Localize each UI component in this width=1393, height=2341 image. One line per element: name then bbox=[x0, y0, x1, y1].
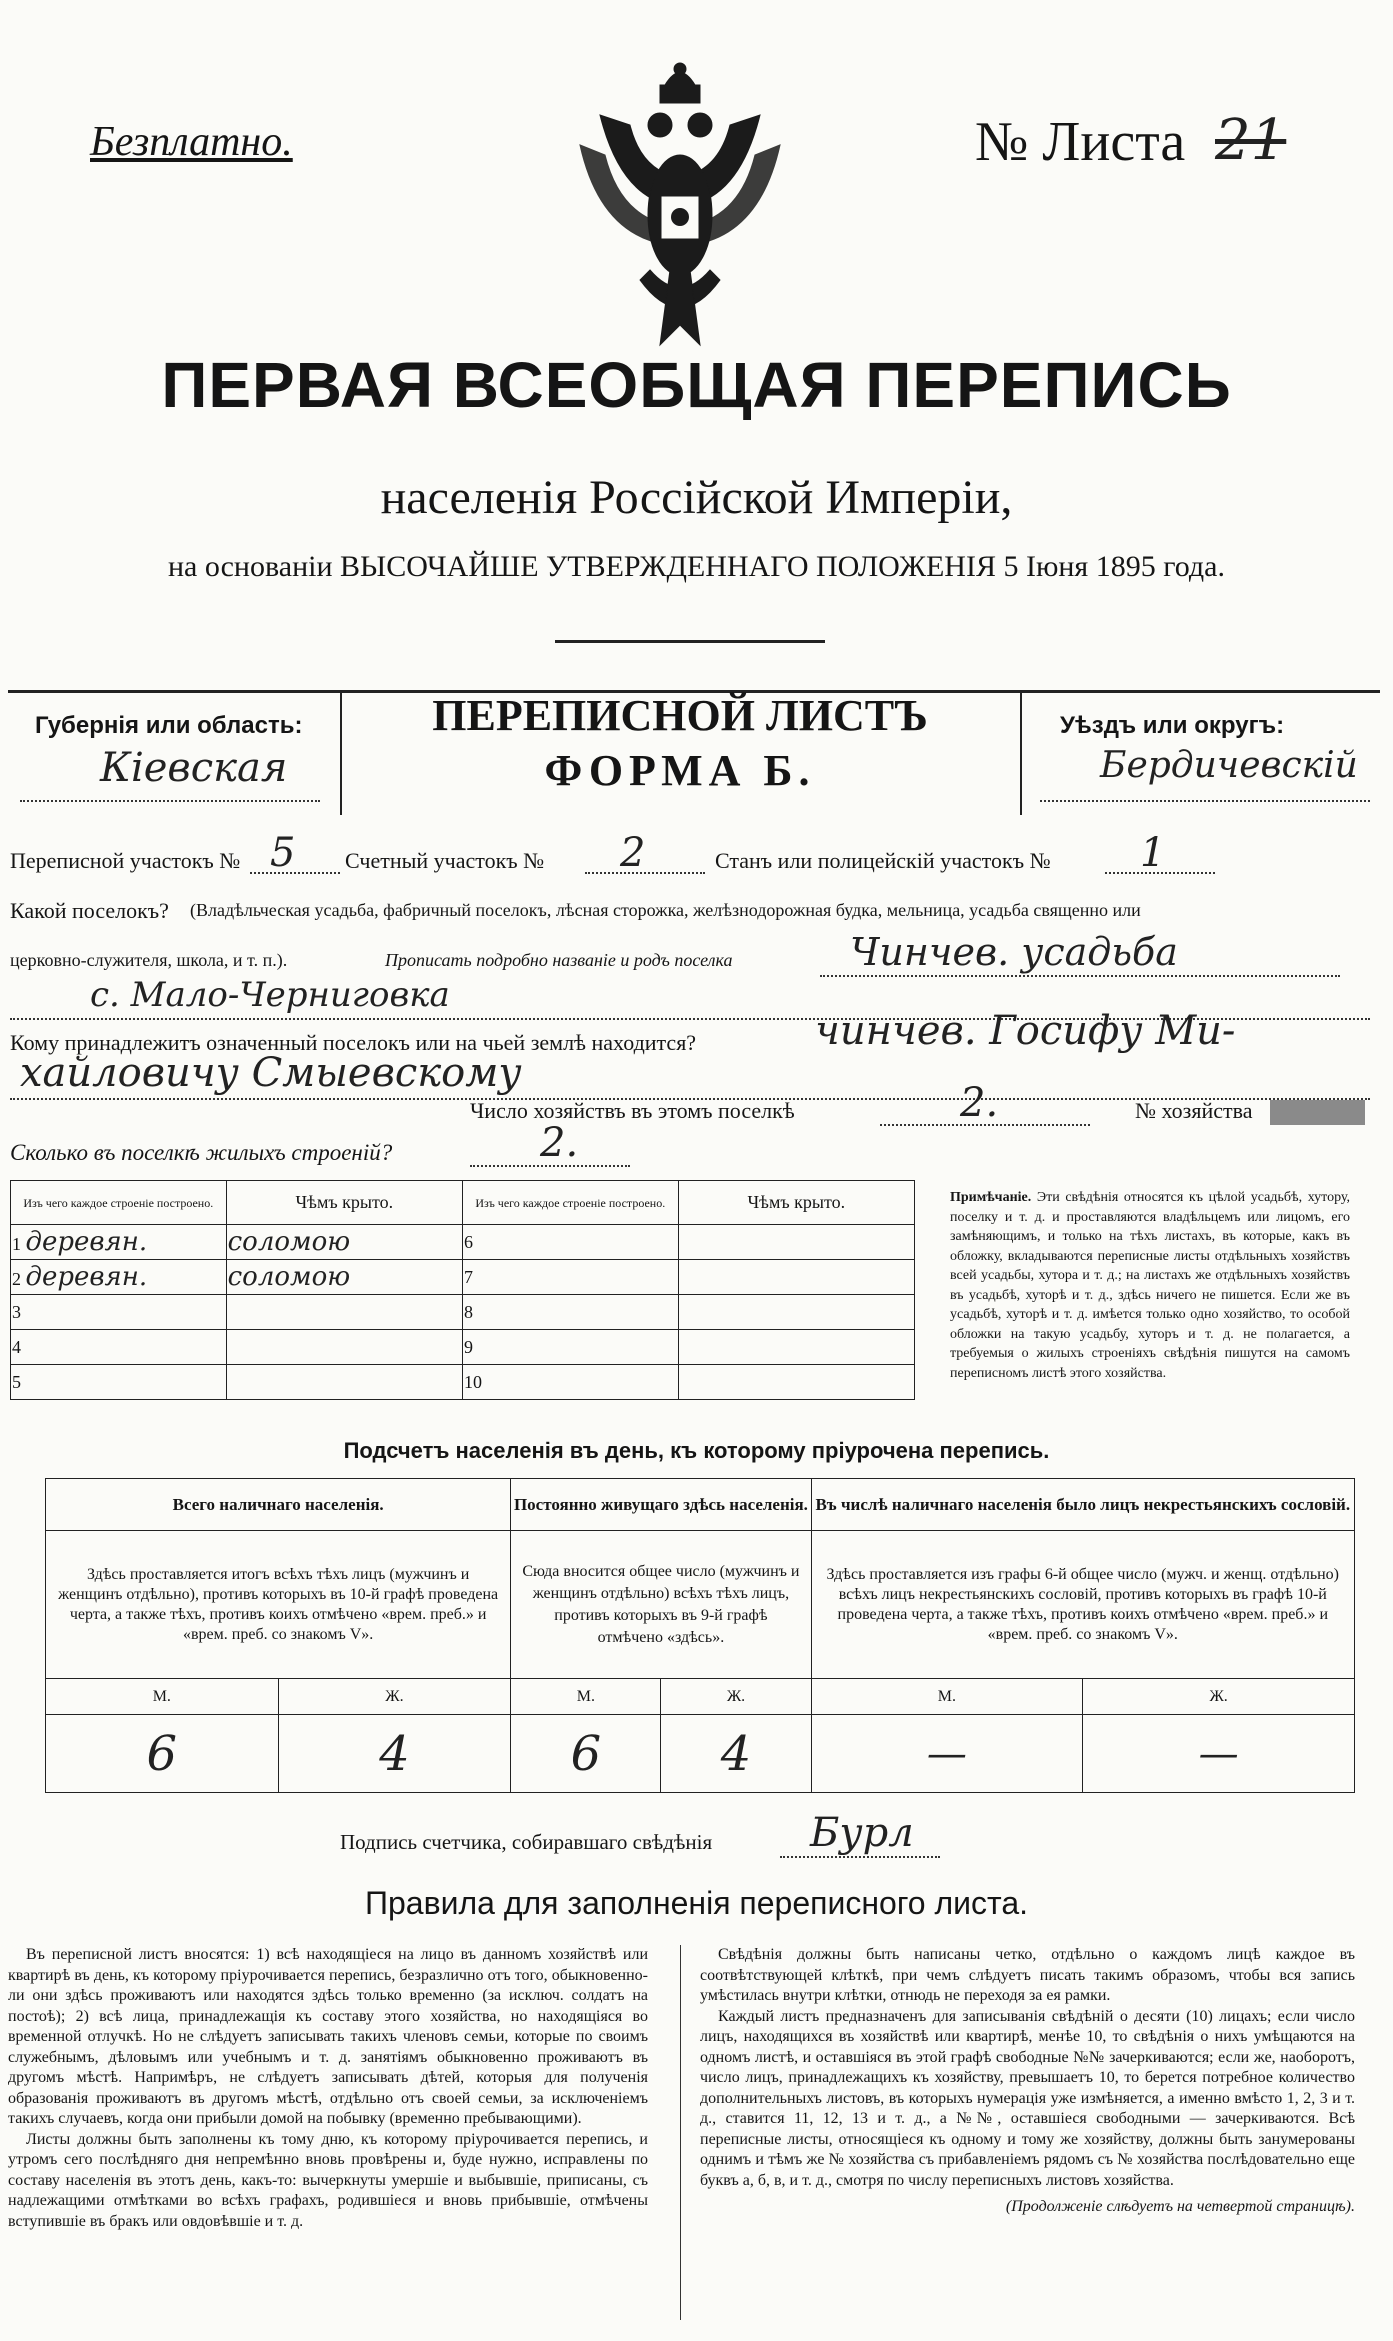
col-roof-left: Чѣмъ крыто. bbox=[226, 1181, 462, 1225]
buildings-table bbox=[10, 1180, 915, 1400]
count-col1-head: Всего наличнаго населенія. bbox=[46, 1479, 511, 1531]
signature-line bbox=[780, 1856, 940, 1858]
rules-left-column bbox=[8, 1945, 648, 2232]
roof-cell[interactable] bbox=[226, 1330, 462, 1365]
sheet-no-value: 21 bbox=[1215, 108, 1287, 173]
roof-cell[interactable]: соломою bbox=[226, 1225, 462, 1260]
row-number: 6 bbox=[463, 1231, 473, 1252]
row-number: 2 bbox=[12, 1269, 21, 1289]
roof-cell[interactable] bbox=[678, 1260, 914, 1295]
free-label: Безплатно. bbox=[90, 119, 293, 165]
form-type: ФОРМА Б. bbox=[544, 746, 816, 795]
schet-value[interactable]: 2 bbox=[620, 830, 646, 876]
note-label: Примѣчаніе. bbox=[950, 1190, 1032, 1205]
form-title: ПЕРЕПИСНОЙ ЛИСТЪ bbox=[432, 691, 928, 740]
perepis-value[interactable]: 5 bbox=[270, 830, 296, 876]
table-row bbox=[11, 1330, 915, 1365]
schet-line bbox=[585, 872, 705, 874]
row-number: 3 bbox=[12, 1301, 21, 1322]
coat-of-arms-icon bbox=[560, 55, 800, 355]
perepis-line bbox=[250, 872, 340, 874]
divider bbox=[555, 640, 825, 643]
rules-left-p2: Листы должны быть заполнены къ тому дню, къ которому пріурочивается перепись, и утромъ сего послѣдняго дня непремѣнно вновь провѣрены и, буде нужно, исправлены по составу населенія въ этотъ день, какъ-то: вычеркнуты умершіе и выбывшіе, приписаны, съ надлежащими отмѣтками во всѣхъ графахъ, родившіеся и вновь прибывшіе, отмѣчены вступившіе въ бракъ или овдовѣвшіе и т. д. bbox=[8, 2130, 648, 2230]
stan-line bbox=[1105, 872, 1215, 874]
subtitle: населенія Россійской Имперіи, bbox=[380, 471, 1013, 524]
basis-line: на основаніи ВЫСОЧАЙШЕ УТВЕРЖДЕННАГО ПОЛОЖЕНІЯ 5 Іюня 1895 года. bbox=[168, 550, 1225, 583]
hoz-count-label: Число хозяйствъ въ этомъ поселкѣ bbox=[470, 1098, 795, 1123]
count-col2-text: Сюда вносится общее число (мужчинъ и женщинъ отдѣльно) всѣхъ тѣхъ лицъ, противъ которыхъ въ 9-й графѣ отмѣчено «здѣсь». bbox=[511, 1531, 811, 1679]
table-row bbox=[11, 1365, 915, 1400]
count-value-cell[interactable]: 6 bbox=[46, 1715, 279, 1793]
m-header: М. bbox=[46, 1679, 279, 1715]
material-cell[interactable]: деревян. bbox=[25, 1262, 148, 1292]
m-header: М. bbox=[811, 1679, 1083, 1715]
col-material-left: Изъ чего каждое строеніе построено. bbox=[11, 1181, 227, 1225]
m-header: М. bbox=[511, 1679, 661, 1715]
roof-cell[interactable] bbox=[678, 1295, 914, 1330]
count-value-cell[interactable]: 6 bbox=[511, 1715, 661, 1793]
count-title: Подсчетъ населенія въ день, къ которому пріурочена перепись. bbox=[343, 1438, 1050, 1463]
rules-right-column bbox=[700, 1945, 1355, 2218]
row-number: 10 bbox=[463, 1371, 482, 1392]
row-number: 5 bbox=[12, 1371, 21, 1392]
note-text: Эти свѣдѣнія относятся къ цѣлой усадьбѣ, хутору, поселку и т. д. и проставляются владѣльцемъ или лицомъ, его замѣняющимъ, и только на тѣхъ листахъ, въ которые, какъ въ обложку, вкладываются переписные листы отдѣльныхъ хозяйствъ всей усадьбы, хутора и т. д.; на листахъ же отдѣльныхъ хозяйствъ въ усадьбѣ, хуторѣ и т. д., здѣсь ничего не пишется. Если же въ усадьбѣ, хуторѣ и т. д. имѣется только одно хозяйство, то особой обложки на такую усадьбу, хуторъ и т. д. не полагается, а требуемыя о жилыхъ строеніяхъ свѣдѣнія пишутся на самомъ переписномъ листѣ этого хозяйства. bbox=[950, 1190, 1351, 1381]
rules-continued: (Продолженіе слѣдуетъ на четвертой страницѣ). bbox=[1005, 2198, 1355, 2215]
zh-header: Ж. bbox=[278, 1679, 511, 1715]
row-number: 8 bbox=[463, 1301, 473, 1322]
poselok-hint-1: (Владѣльческая усадьба, фабричный поселокъ, лѣсная сторожка, желѣзнодорожная будка, мельница, усадьба священно или bbox=[190, 900, 1141, 920]
form-header-divider-right bbox=[1020, 690, 1022, 815]
poselok-label: Какой поселокъ? bbox=[10, 898, 169, 923]
stan-value[interactable]: 1 bbox=[1140, 830, 1166, 876]
table-row bbox=[11, 1225, 915, 1260]
signature-value[interactable]: Бурл bbox=[810, 1810, 914, 1856]
count-value-cell[interactable]: 4 bbox=[661, 1715, 811, 1793]
rules-right-p1: Свѣдѣнія должны быть написаны четко, отдѣльно о каждомъ лицѣ каждое въ соотвѣтствующей клѣткѣ, при чемъ слѣдуетъ писать такимъ образомъ, чтобы вся запись умѣстилась внутри клѣтки, отнюдь не переходя за ея рамки. bbox=[700, 1946, 1355, 2004]
row-number: 1 bbox=[12, 1234, 21, 1254]
col-material-right: Изъ чего каждое строеніе построено. bbox=[462, 1181, 678, 1225]
count-value-cell[interactable]: — bbox=[811, 1715, 1083, 1793]
hoz-count-value[interactable]: 2. bbox=[960, 1080, 999, 1126]
count-value-cell[interactable]: — bbox=[1083, 1715, 1355, 1793]
poselok-value-1[interactable]: Чинчев. усадьба bbox=[850, 930, 1178, 974]
poselok-line-1 bbox=[820, 975, 1340, 977]
roof-cell[interactable] bbox=[226, 1365, 462, 1400]
hoz-count-line bbox=[880, 1124, 1090, 1126]
col-roof-right: Чѣмъ крыто. bbox=[678, 1181, 914, 1225]
count-col3-head: Въ числѣ наличнаго населенія было лицъ некрестьянскихъ сословій. bbox=[811, 1479, 1354, 1531]
stroeniy-value[interactable]: 2. bbox=[540, 1120, 579, 1166]
zh-header: Ж. bbox=[1083, 1679, 1355, 1715]
uezd-value[interactable]: Бердичевскій bbox=[1100, 745, 1358, 786]
stroeniy-line bbox=[470, 1165, 630, 1167]
schet-label: Счетный участокъ № bbox=[345, 848, 545, 873]
row-number: 7 bbox=[463, 1266, 473, 1287]
row-number: 9 bbox=[463, 1336, 473, 1357]
stan-label: Станъ или полицейскій участокъ № bbox=[715, 848, 1051, 873]
rules-right-p2: Каждый листъ предназначенъ для записыванія свѣдѣній о десяти (10) лицахъ; если число лицъ, находящихся въ хозяйствѣ или квартирѣ, менѣе 10, то свѣдѣнія о нихъ умѣщаются на одномъ листѣ, и оставшіяся въ этой графѣ свободные №№ зачеркиваются; если же, наоборотъ, число лицъ, принадлежащихъ къ хозяйству, превышаетъ 10, то берется потребное количество дополнительныхъ листовъ, въ которыхъ нумерація уже измѣняется, а именно вмѣсто 1, 2, 3 и т. д., ставится 11, 12, 13 и т. д., а №№, оставшіеся свободными — зачеркиваются. Всѣ переписные листы, относящіеся къ одному и тому же хозяйству, должны быть занумерованы однимъ и тѣмъ же № хозяйства съ прибавленіемъ рядомъ съ № хозяйства послѣдовательно еще буквъ а, б, в, и т. д., смотря по числу переписныхъ листовъ хозяйства. bbox=[700, 2007, 1355, 2189]
poselok-hint-2a: церковно-служителя, школа, и т. п.). bbox=[10, 950, 288, 970]
hoz-no-redaction bbox=[1270, 1100, 1365, 1125]
count-col1-text: Здѣсь проставляется итогъ всѣхъ тѣхъ лицъ (мужчинъ и женщинъ отдѣльно), противъ которыхъ въ 10-й графѣ проведена черта, а также тѣхъ, противъ коихъ отмѣчено «врем. преб.» и «врем. преб. со знакомъ V». bbox=[46, 1531, 511, 1679]
stroeniy-label: Сколько въ поселкѣ жилыхъ строеній? bbox=[10, 1140, 393, 1165]
perepis-label: Переписной участокъ № bbox=[10, 848, 241, 873]
owner-value-1[interactable]: чинчев. Госифу Ми- bbox=[815, 1008, 1236, 1054]
owner-value-2[interactable]: хайловичу Смыевскому bbox=[20, 1050, 522, 1096]
uezd-label: Уѣздъ или округъ: bbox=[1060, 712, 1285, 739]
poselok-hint-2b: Прописать подробно названіе и родъ поселка bbox=[385, 950, 733, 970]
zh-header: Ж. bbox=[661, 1679, 811, 1715]
owner-label: Кому принадлежитъ означенный поселокъ или на чьей землѣ находится? bbox=[10, 1030, 697, 1055]
gubernia-line bbox=[20, 800, 320, 802]
signature-label: Подпись счетчика, собиравшаго свѣдѣнія bbox=[340, 1830, 713, 1854]
count-col2-head: Постоянно живущаго здѣсь населенія. bbox=[511, 1479, 811, 1531]
sheet-no-label: № Листа bbox=[975, 111, 1186, 173]
count-value-cell[interactable]: 4 bbox=[278, 1715, 511, 1793]
count-table bbox=[45, 1478, 1355, 1793]
roof-cell[interactable] bbox=[678, 1330, 914, 1365]
material-cell[interactable]: деревян. bbox=[25, 1227, 148, 1257]
hoz-no-label: № хозяйства bbox=[1135, 1098, 1253, 1123]
table-row bbox=[11, 1260, 915, 1295]
roof-cell[interactable] bbox=[678, 1225, 914, 1260]
row-number: 4 bbox=[12, 1336, 21, 1357]
poselok-value-2[interactable]: с. Мало-Черниговка bbox=[90, 975, 450, 1015]
rules-column-divider bbox=[680, 1945, 681, 2320]
count-col3-text: Здѣсь проставляется изъ графы 6-й общее число (мужч. и женщ. отдѣльно) всѣхъ лицъ некрестьянскихъ сословій, противъ которыхъ въ графѣ 10-й проведена черта, а также тѣхъ, противъ коихъ отмѣчено «врем. преб.» и «врем. преб. со знакомъ V». bbox=[811, 1531, 1354, 1679]
note-block bbox=[950, 1188, 1350, 1383]
rules-left-p1: Въ переписной листъ вносятся: 1) всѣ находящіеся на лицо въ данномъ хозяйствѣ или квартирѣ въ день, къ которому пріурочивается перепись, безразлично отъ того, обыкновенно-ли они здѣсь проживаютъ или находятся здѣсь только временно (за исключ. солдатъ на постоѣ); 2) всѣ лица, принадлежащія къ составу этого хозяйства, но находящіяся во временной отлучкѣ. Но не слѣдуетъ записывать такихъ членовъ семьи, которые по своимъ служебнымъ, дѣловымъ или учебнымъ и т. д. занятіямъ обыкновенно проживаютъ въ другомъ мѣстѣ. Напримѣръ, не слѣдуетъ записывать дѣтей, которыя для полученія образованія проживаютъ въ другомъ мѣстѣ, отдѣльно отъ своей семьи, за исключеніемъ такихъ случаевъ, когда они прибыли домой на побывку (временно пребывающими). bbox=[8, 1946, 648, 2127]
roof-cell[interactable] bbox=[226, 1295, 462, 1330]
rules-title: Правила для заполненія переписного листа. bbox=[365, 1885, 1028, 1921]
roof-cell[interactable] bbox=[678, 1365, 914, 1400]
roof-cell[interactable]: соломою bbox=[226, 1260, 462, 1295]
gubernia-label: Губернія или область: bbox=[35, 712, 303, 739]
gubernia-value[interactable]: Кіевская bbox=[100, 745, 288, 791]
main-title: ПЕРВАЯ ВСЕОБЩАЯ ПЕРЕПИСЬ bbox=[161, 349, 1232, 421]
uezd-line bbox=[1040, 800, 1370, 802]
table-row bbox=[11, 1295, 915, 1330]
